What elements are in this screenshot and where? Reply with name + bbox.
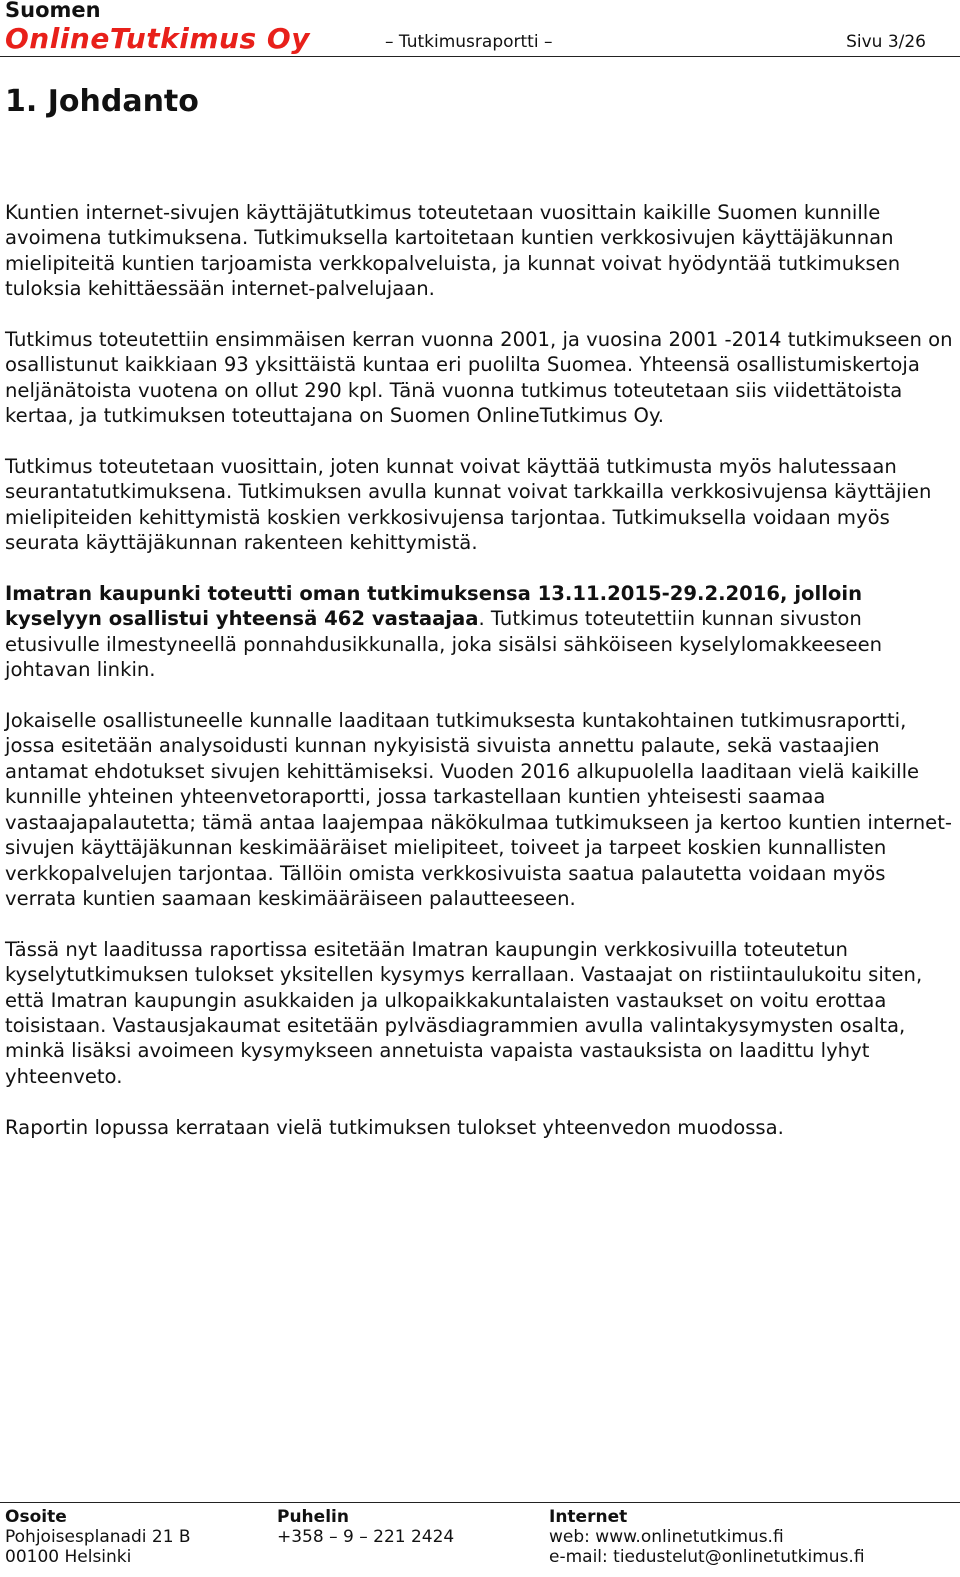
footer-address-city: 00100 Helsinki <box>5 1547 132 1567</box>
footer-phone <box>277 1507 454 1547</box>
page-number: Sivu 3/26 <box>846 32 926 52</box>
footer-email-link[interactable]: e-mail: tiedustelut@onlinetutkimus.fi <box>549 1547 865 1567</box>
paragraph-5: Jokaiselle osallistuneelle kunnalle laaditaan tutkimuksesta kuntakohtainen tutkimusraportti, jossa esitetään analysoidusti kunnan nykyisistä sivuista annettu palaute, sekä vastaajien antamat ehdotukset sivujen kehittämiseksi. Vuoden 2016 alkupuolella laaditaan vielä kaikille kunnille yhteinen yhteenvetoraportti, jossa tarkastellaan kuntien yhteisesti saamaa vastaajapalautetta; tämä antaa laajempaa näkökulmaa tutkimukseen ja kertoo kuntien internet-sivujen käyttäjäkunnan keskimääräiset mielipiteet, toiveet ja tarpeet koskien kunnallisten verkkopalvelujen tarjontaa. Tällöin omista verkkosivuista saatua palautetta voidaan myös verrata kuntien saamaan keskimääräiseen palautteeseen. <box>5 709 952 910</box>
paragraph-6: Tässä nyt laaditussa raportissa esitetään Imatran kaupungin verkkosivuilla toteutetun kyselytutkimuksen tulokset yksitellen kysymys kerrallaan. Vastaajat on ristiintaulukoitu siten, että Imatran kaupungin asukkaiden ja ulkopaikkakuntalaisten vastaukset on voitu erottaa toisistaan. Vastausjakaumat esitetään pylväsdiagrammien avulla valintakysymysten osalta, minkä lisäksi avoimeen kysymykseen annetuista vapaista vastauksista on laadittu lyhyt yhteenveto. <box>5 937 923 1088</box>
brand-name-line2: OnlineTutkimus Oy <box>5 22 310 55</box>
footer-address <box>5 1507 191 1567</box>
body-text <box>5 200 953 1165</box>
paragraph-2: Tutkimus toteutettiin ensimmäisen kerran vuonna 2001, ja vuosina 2001 -2014 tutkimukseen on osallistunut kaikkiaan 93 yksittäistä kuntaa eri puolilta Suomea. Yhteensä osallistumiskertoja neljänätoista vuotena on ollut 290 kpl. Tänä vuonna tutkimus toteutetaan siis viidettätoista kertaa, ja tutkimuksen toteuttajana on Suomen OnlineTutkimus Oy. <box>5 328 953 428</box>
paragraph-4-highlight: Imatran kaupunki toteutti oman tutkimuksensa 13.11.2015-29.2.2016, jolloin kyselyyn osallistui yhteensä 462 vastaajaa <box>5 582 863 631</box>
page-footer <box>0 1502 960 1577</box>
footer-internet <box>549 1507 865 1567</box>
section-title: 1. Johdanto <box>5 84 199 119</box>
footer-phone-heading: Puhelin <box>277 1507 349 1527</box>
page-header <box>0 0 960 57</box>
footer-phone-number: +358 – 9 – 221 2424 <box>277 1527 455 1547</box>
paragraph-1: Kuntien internet-sivujen käyttäjätutkimus toteutetaan vuosittain kaikille Suomen kunnille avoimena tutkimuksena. Tutkimuksella kartoitetaan kuntien verkkosivujen käyttäjäkunnan mielipiteitä kuntien tarjoamista verkkopalveluista, ja kunnat voivat hyödyntää tutkimuksen tuloksia kehittäessään internet-palvelujaan. <box>5 201 901 301</box>
footer-address-heading: Osoite <box>5 1507 67 1527</box>
footer-web-link[interactable]: web: www.onlinetutkimus.fi <box>549 1527 784 1547</box>
report-type-label: – Tutkimusraportti – <box>385 32 553 52</box>
brand-name-line1: Suomen <box>5 0 101 22</box>
paragraph-3: Tutkimus toteutetaan vuosittain, joten kunnat voivat käyttää tutkimusta myös halutessaan seurantatutkimuksena. Tutkimuksen avulla kunnat voivat tarkkailla verkkosivujensa käyttäjien mielipiteiden kehittymistä koskien verkkosivujensa tarjontaa. Tutkimuksella voidaan myös seurata käyttäjäkunnan rakenteen kehittymistä. <box>5 455 932 555</box>
paragraph-4 <box>5 581 953 683</box>
footer-address-street: Pohjoisesplanadi 21 B <box>5 1527 191 1547</box>
paragraph-7: Raportin lopussa kerrataan vielä tutkimuksen tulokset yhteenvedon muodossa. <box>5 1115 784 1139</box>
paragraph-4-rest: . Tutkimus toteutettiin kunnan sivuston etusivulle ilmestyneellä ponnahdusikkunalla, joka sisälsi sähköiseen kyselylomakkeeseen johtavan linkin. <box>5 607 883 682</box>
footer-internet-heading: Internet <box>549 1507 628 1527</box>
